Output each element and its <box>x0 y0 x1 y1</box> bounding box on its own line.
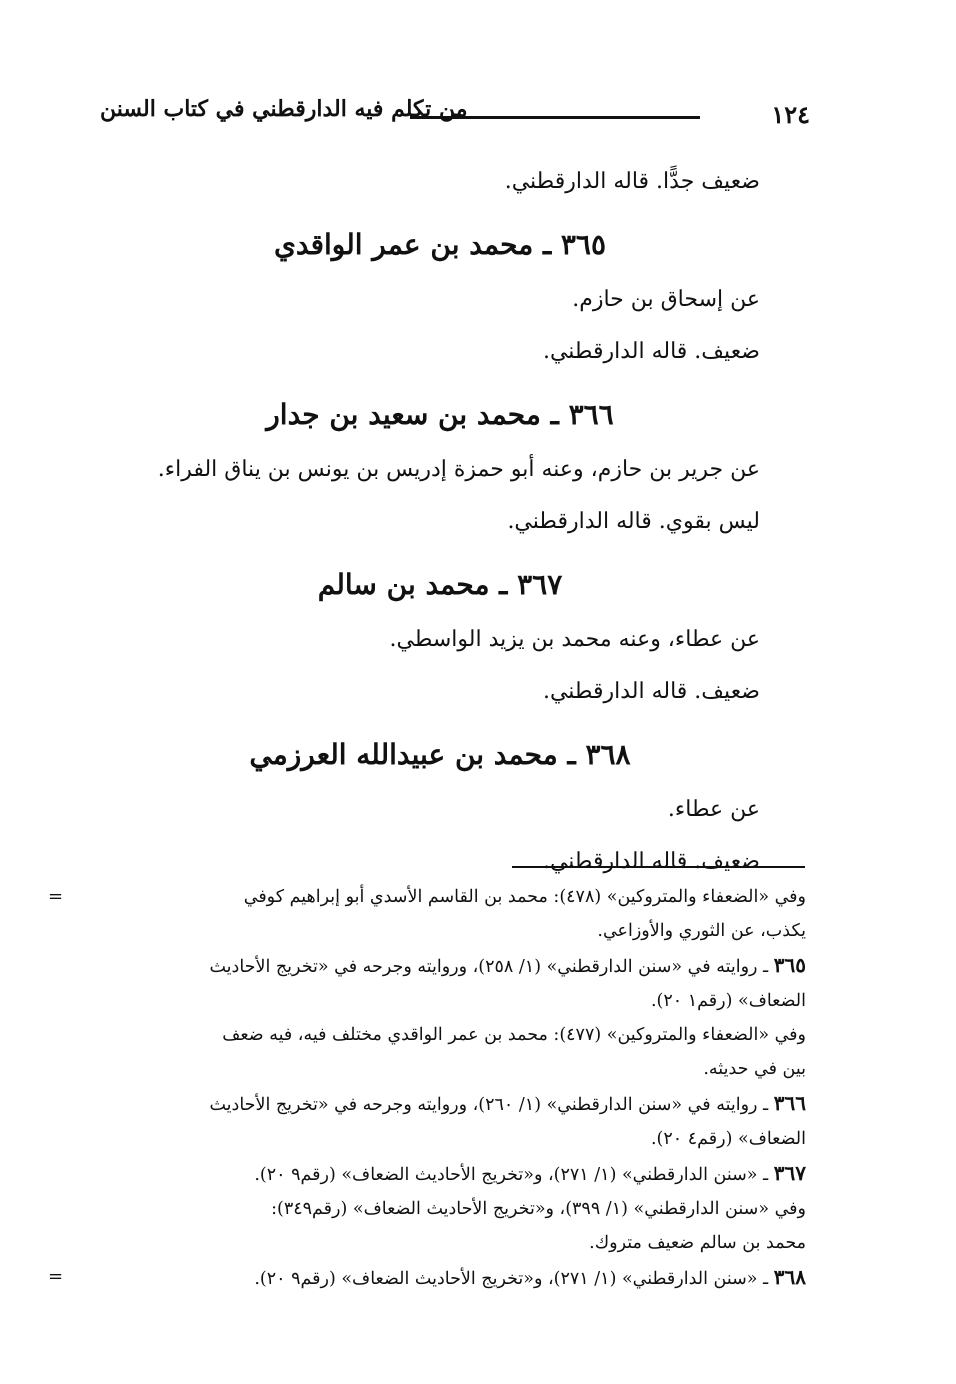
entry-line: عن عطاء، وعنه محمد بن يزيد الواسطي. <box>389 627 760 652</box>
continuation-mark: = <box>48 886 64 907</box>
entry-line: ليس بقوي. قاله الدارقطني. <box>507 509 760 534</box>
footnote-number: ٣٦٧ <box>773 1161 806 1185</box>
entry-title: ٣٦٦ ـ محمد بن سعيد بن جدار <box>266 398 614 431</box>
continuation-mark: = <box>48 1266 64 1287</box>
footnote <box>96 1018 806 1086</box>
footnote-line: بين في حديثه. <box>703 1059 806 1079</box>
entry-line: عن جرير بن حازم، وعنه أبو حمزة إدريس بن يونس بن يناق الفراء. <box>157 457 760 482</box>
footnote-line: الضعاف» (رقم١ ٢٠). <box>650 991 806 1011</box>
footnote <box>48 880 806 948</box>
entry-line: عن عطاء. <box>667 797 760 822</box>
footnote <box>48 1260 806 1296</box>
footnote-line: ـ «سنن الدارقطني» (١/ ٢٧١)، و«تخريج الأحاديث الضعاف» (رقم٩ ٢٠). <box>254 1165 769 1185</box>
footnote-line: وفي «الضعفاء والمتروكين» (٤٧٧): محمد بن عمر الواقدي مختلف فيه، فيه ضعف <box>222 1025 806 1045</box>
footnote-number: ٣٦٨ <box>773 1265 806 1289</box>
footnote-line: ـ «سنن الدارقطني» (١/ ٢٧١)، و«تخريج الأحاديث الضعاف» (رقم٩ ٢٠). <box>254 1269 769 1289</box>
footnote <box>96 1156 806 1192</box>
running-title: من تكلم فيه الدارقطني في كتاب السنن <box>100 96 468 122</box>
footnote <box>96 948 806 1018</box>
entry-line: عن إسحاق بن حازم. <box>572 287 760 312</box>
footnote-line: ـ روايته في «سنن الدارقطني» (١/ ٢٥٨)، وروايته وجرحه في «تخريج الأحاديث <box>209 957 769 977</box>
entry-title: ٣٦٨ ـ محمد بن عبيدالله العرزمي <box>249 738 631 771</box>
entry-title: ٣٦٥ ـ محمد بن عمر الواقدي <box>273 228 607 261</box>
footnote-line: وفي «الضعفاء والمتروكين» (٤٧٨): محمد بن القاسم الأسدي أبو إبراهيم كوفي <box>243 887 806 907</box>
main-text <box>120 165 760 897</box>
footnote-line: ـ روايته في «سنن الدارقطني» (١/ ٢٦٠)، وروايته وجرحه في «تخريج الأحاديث <box>209 1095 769 1115</box>
footnotes <box>48 880 806 1296</box>
footnote-line: الضعاف» (رقم٤ ٢٠). <box>650 1129 806 1149</box>
page-number: ١٢٤ <box>771 100 810 129</box>
footnote <box>96 1086 806 1156</box>
page-header <box>100 96 820 136</box>
entry-line: ضعيف. قاله الدارقطني. <box>542 849 760 874</box>
footnote-number: ٣٦٦ <box>773 1091 806 1115</box>
intro-line: ضعيف جدًّا. قاله الدارقطني. <box>504 169 760 194</box>
footnote-number: ٣٦٥ <box>773 953 806 977</box>
entry-line: ضعيف. قاله الدارقطني. <box>542 679 760 704</box>
footnote-line: وفي «سنن الدارقطني» (١/ ٣٩٩)، و«تخريج الأحاديث الضعاف» (رقم٣٤٩): <box>271 1199 806 1219</box>
entry-title: ٣٦٧ ـ محمد بن سالم <box>317 568 563 601</box>
entry-line: ضعيف. قاله الدارقطني. <box>542 339 760 364</box>
footnote-line: يكذب، عن الثوري والأوزاعي. <box>597 921 806 941</box>
footnote-separator <box>512 866 805 868</box>
footnote <box>96 1192 806 1260</box>
footnote-line: محمد بن سالم ضعيف متروك. <box>589 1233 806 1253</box>
